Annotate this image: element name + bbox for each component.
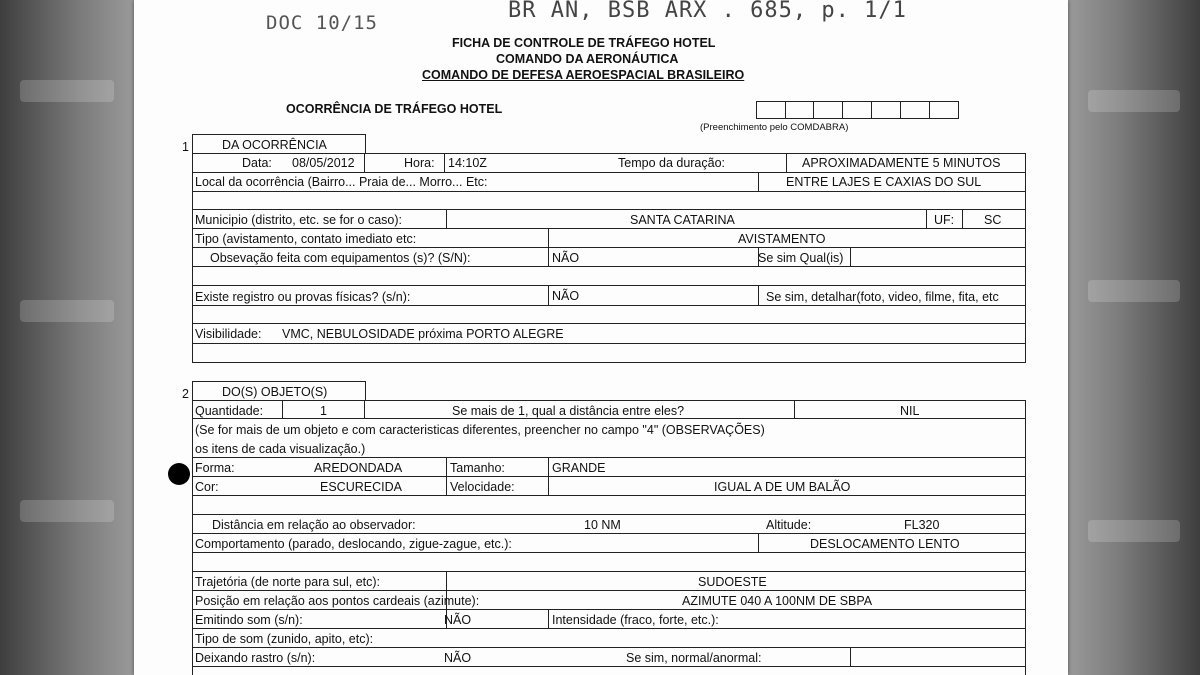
tamanho-value: GRANDE — [552, 461, 606, 475]
qual-label: Se sim Qual(is) — [758, 251, 844, 265]
cor-value: ESCURECIDA — [320, 480, 402, 494]
handwritten-doc-number: DOC 10/15 — [266, 12, 378, 34]
posicao-label: Posição em relação aos pontos cardeais (azimute): — [195, 594, 480, 608]
background-right — [1068, 0, 1200, 675]
header-line3: COMANDO DE DEFESA AEROESPACIAL BRASILEIRO — [422, 68, 745, 82]
uf-value: SC — [984, 213, 1002, 227]
uf-label: UF: — [934, 213, 955, 227]
local-label: Local da ocorrência (Bairro... Praia de... Morro... Etc: — [195, 175, 488, 189]
tipo-value: AVISTAMENTO — [738, 232, 826, 246]
rastro-label: Deixando rastro (s/n): — [195, 651, 316, 665]
document-page — [134, 0, 1068, 675]
forma-value: AREDONDADA — [314, 461, 403, 475]
punch-hole — [168, 463, 190, 485]
visibilidade-label: Visibilidade: — [195, 327, 262, 341]
section1-number: 1 — [182, 140, 189, 154]
som-label: Emitindo som (s/n): — [195, 613, 303, 627]
note-line1: (Se for mais de um objeto e com caracteristicas diferentes, preencher no campo "4" (OBSERVAÇÕES) — [195, 423, 765, 437]
municipio-value: SANTA CATARINA — [630, 213, 735, 227]
local-value: ENTRE LAJES E CAXIAS DO SUL — [786, 175, 982, 189]
quantidade-value: 1 — [320, 404, 327, 418]
posicao-value: AZIMUTE 040 A 100NM DE SBPA — [682, 594, 873, 608]
detalhar-label: Se sim, detalhar(foto, video, filme, fita, etc — [766, 290, 999, 304]
rastro-value: NÃO — [444, 651, 472, 665]
note-line2: os itens de cada visualização.) — [195, 442, 366, 456]
duracao-label: Tempo da duração: — [618, 156, 726, 170]
header-line1: FICHA DE CONTROLE DE TRÁFEGO HOTEL — [452, 36, 716, 50]
data-value: 08/05/2012 — [292, 156, 355, 170]
handwritten-archive-ref: BR AN, BSB ARX . 685, p. 1/1 — [508, 0, 907, 23]
comportamento-label: Comportamento (parado, deslocando, zigue-zague, etc.): — [195, 537, 512, 551]
tipo-label: Tipo (avistamento, contato imediato etc: — [195, 232, 417, 246]
hora-value: 14:10Z — [448, 156, 487, 170]
section1-title: DA OCORRÊNCIA — [222, 138, 327, 152]
tamanho-label: Tamanho: — [450, 461, 505, 475]
velocidade-label: Velocidade: — [450, 480, 515, 494]
registro-value: NÃO — [552, 289, 580, 303]
municipio-label: Municipio (distrito, etc. se for o caso): — [195, 213, 403, 227]
distancia-observador-value: 10 NM — [584, 518, 621, 532]
section2-title: DO(S) OBJETO(S) — [222, 385, 328, 399]
altitude-value: FL320 — [904, 518, 940, 532]
equipamentos-value: NÃO — [552, 251, 580, 265]
cor-label: Cor: — [195, 480, 219, 494]
comdabra-note: (Preenchimento pelo COMDABRA) — [700, 122, 849, 133]
header-line2: COMANDO DA AERONÁUTICA — [496, 52, 679, 66]
comportamento-value: DESLOCAMENTO LENTO — [810, 537, 960, 551]
distancia-entre-label: Se mais de 1, qual a distância entre eles? — [452, 404, 685, 418]
quantidade-label: Quantidade: — [195, 404, 264, 418]
section2-number: 2 — [182, 387, 189, 401]
tipo-som-label: Tipo de som (zunido, apito, etc): — [195, 632, 374, 646]
distancia-observador-label: Distância em relação ao observador: — [212, 518, 416, 532]
normal-anormal-label: Se sim, normal/anormal: — [626, 651, 762, 665]
distancia-entre-value: NIL — [900, 404, 920, 418]
registro-label: Existe registro ou provas físicas? (s/n): — [195, 290, 411, 304]
background-left — [0, 0, 134, 675]
duracao-value: APROXIMADAMENTE 5 MINUTOS — [802, 156, 1001, 170]
trajetoria-label: Trajetória (de norte para sul, etc): — [195, 575, 381, 589]
intensidade-label: Intensidade (fraco, forte, etc.): — [552, 613, 719, 627]
visibilidade-value: VMC, NEBULOSIDADE próxima PORTO ALEGRE — [282, 327, 564, 341]
equipamentos-label: Obsevação feita com equipamentos (s)? (S/N): — [210, 251, 471, 265]
data-label: Data: — [242, 156, 272, 170]
velocidade-value: IGUAL A DE UM BALÃO — [714, 480, 851, 494]
altitude-label: Altitude: — [766, 518, 812, 532]
som-value: NÃO — [444, 613, 472, 627]
trajetoria-value: SUDOESTE — [698, 575, 767, 589]
form-title: OCORRÊNCIA DE TRÁFEGO HOTEL — [286, 102, 503, 116]
hora-label: Hora: — [404, 156, 435, 170]
forma-label: Forma: — [195, 461, 235, 475]
